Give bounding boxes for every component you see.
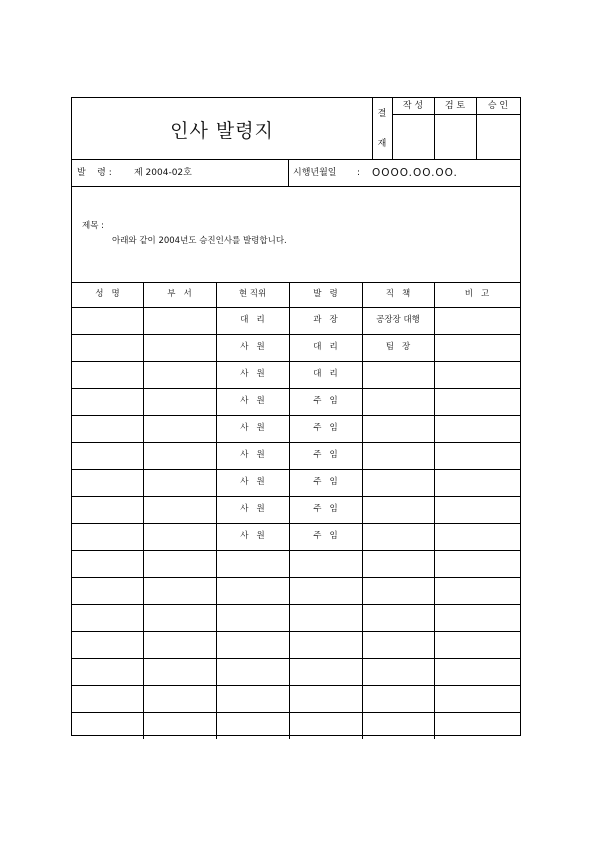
info-divider [288,159,289,186]
table-cell[interactable] [143,370,216,380]
table-header-cell: 직 책 [385,289,411,299]
table-row-line [72,712,520,713]
table-cell[interactable]: 주 임 [313,396,338,406]
table-cell[interactable] [434,343,520,353]
approval-col-review: 검 토 [444,101,466,111]
table-cell[interactable] [72,640,143,650]
table-cell[interactable] [143,478,216,488]
table-cell[interactable] [72,532,143,542]
table-cell[interactable] [143,532,216,542]
table-cell[interactable] [362,424,434,434]
table-row-line [72,442,520,443]
subject-bottom-line [72,282,520,283]
table-cell[interactable] [72,694,143,704]
approval-left-border [372,98,373,159]
table-cell[interactable]: 대 리 [240,315,265,325]
table-cell[interactable] [434,640,520,650]
table-cell[interactable] [143,397,216,407]
table-cell[interactable]: 사 원 [240,369,265,379]
table-cell[interactable]: 사 원 [240,342,265,352]
table-cell[interactable]: 사 원 [240,477,265,487]
table-cell[interactable]: 주 임 [313,450,338,460]
table-cell[interactable] [216,694,289,704]
table-header-cell: 현 직위 [238,289,267,299]
table-cell[interactable] [289,721,362,731]
table-row-line [72,604,520,605]
table-cell[interactable]: 과 장 [313,315,338,325]
page-title: 인사 발령지 [170,120,274,142]
table-row-line [72,658,520,659]
table-cell[interactable] [362,505,434,515]
table-cell[interactable] [72,451,143,461]
table-cell[interactable] [143,559,216,569]
table-cell[interactable]: 사 원 [240,396,265,406]
table-cell[interactable] [289,640,362,650]
table-cell[interactable] [434,424,520,434]
table-cell[interactable] [362,586,434,596]
table-cell[interactable] [434,451,520,461]
table-cell[interactable] [72,397,143,407]
table-cell[interactable] [72,667,143,677]
table-cell[interactable] [289,694,362,704]
table-cell[interactable] [216,640,289,650]
table-cell[interactable] [143,640,216,650]
table-cell[interactable] [289,667,362,677]
subject-body: 아래와 같이 2004년도 승진인사를 발령합니다. [112,236,287,246]
table-cell[interactable] [362,397,434,407]
table-cell[interactable] [362,694,434,704]
table-cell[interactable] [143,343,216,353]
table-cell[interactable] [143,586,216,596]
approval-label-bottom: 재 [377,139,387,149]
table-cell[interactable] [216,559,289,569]
table-header-cell: 비 고 [464,289,490,299]
table-cell[interactable] [216,721,289,731]
table-header-cell: 부 서 [167,289,192,299]
approval-sign-approve[interactable] [477,115,520,159]
table-cell[interactable] [434,667,520,677]
table-cell[interactable] [434,721,520,731]
info-bottom-line [72,186,520,187]
approval-label-top: 결 [377,109,387,119]
table-row-line [72,577,520,578]
table-row-line [72,631,520,632]
table-cell[interactable] [216,586,289,596]
effective-date-value: OOOO.OO.OO. [372,167,458,179]
table-cell[interactable] [434,586,520,596]
table-cell[interactable]: 대 리 [313,342,338,352]
table-cell[interactable] [362,559,434,569]
table-cell[interactable] [362,532,434,542]
table-cell[interactable] [143,721,216,731]
personnel-order-form [71,97,521,736]
table-row-line [72,388,520,389]
table-cell[interactable] [362,667,434,677]
table-row-line [72,685,520,686]
approval-sign-review[interactable] [435,115,476,159]
table-cell[interactable] [434,397,520,407]
table-cell[interactable] [216,613,289,623]
table-cell[interactable] [72,424,143,434]
approval-col-write: 작 성 [402,101,424,111]
table-cell[interactable]: 주 임 [313,477,338,487]
table-cell[interactable] [72,613,143,623]
header-bottom-line [72,159,520,160]
table-cell[interactable] [362,721,434,731]
table-cell[interactable] [72,721,143,731]
table-cell[interactable] [143,505,216,515]
order-number: 제 2004-02호 [134,168,192,178]
table-cell[interactable]: 사 원 [240,531,265,541]
table-cell[interactable] [289,586,362,596]
table-cell[interactable]: 사 원 [240,450,265,460]
table-cell[interactable] [434,559,520,569]
table-row-line [72,496,520,497]
table-cell[interactable] [362,478,434,488]
table-cell[interactable] [72,505,143,515]
table-row-line [72,334,520,335]
effective-date-separator: : [357,168,361,178]
table-cell[interactable]: 팀 장 [385,342,411,352]
table-cell[interactable] [143,694,216,704]
table-header-cell: 발 령 [313,289,338,299]
table-cell[interactable]: 사 원 [240,423,265,433]
table-cell[interactable]: 사 원 [240,504,265,514]
table-cell[interactable]: 주 임 [313,504,338,514]
table-cell[interactable] [216,667,289,677]
table-cell[interactable] [434,505,520,515]
table-cell[interactable] [143,613,216,623]
table-cell[interactable] [72,559,143,569]
approval-sign-write[interactable] [393,115,434,159]
table-cell[interactable] [434,316,520,326]
table-cell[interactable] [72,316,143,326]
table-row-line [72,469,520,470]
table-cell[interactable] [143,451,216,461]
table-row-line [72,415,520,416]
table-header-cell: 성 명 [95,289,120,299]
subject-label: 제목 : [82,221,104,231]
effective-date-label: 시행년월일 [293,168,337,178]
table-cell[interactable] [143,316,216,326]
table-row-line [72,361,520,362]
table-cell[interactable] [72,478,143,488]
order-label: 발 령 : [77,168,112,178]
table-cell[interactable] [72,586,143,596]
table-cell[interactable]: 주 임 [313,531,338,541]
table-header-line [72,307,520,308]
table-cell[interactable] [362,613,434,623]
table-cell[interactable]: 주 임 [313,423,338,433]
table-cell[interactable] [362,640,434,650]
table-cell[interactable] [362,370,434,380]
table-cell[interactable]: 공장장 대행 [376,315,420,325]
table-cell[interactable] [72,370,143,380]
table-cell[interactable] [434,694,520,704]
table-cell[interactable] [289,613,362,623]
table-cell[interactable] [434,532,520,542]
approval-col-approve: 승 인 [487,101,509,111]
table-cell[interactable] [72,343,143,353]
table-cell[interactable] [434,370,520,380]
table-cell[interactable] [289,559,362,569]
table-row-line [72,550,520,551]
table-cell[interactable] [362,451,434,461]
table-cell[interactable]: 대 리 [313,369,338,379]
table-cell[interactable] [143,424,216,434]
table-cell[interactable] [143,667,216,677]
table-row-line [72,523,520,524]
table-cell[interactable] [434,613,520,623]
table-cell[interactable] [434,478,520,488]
